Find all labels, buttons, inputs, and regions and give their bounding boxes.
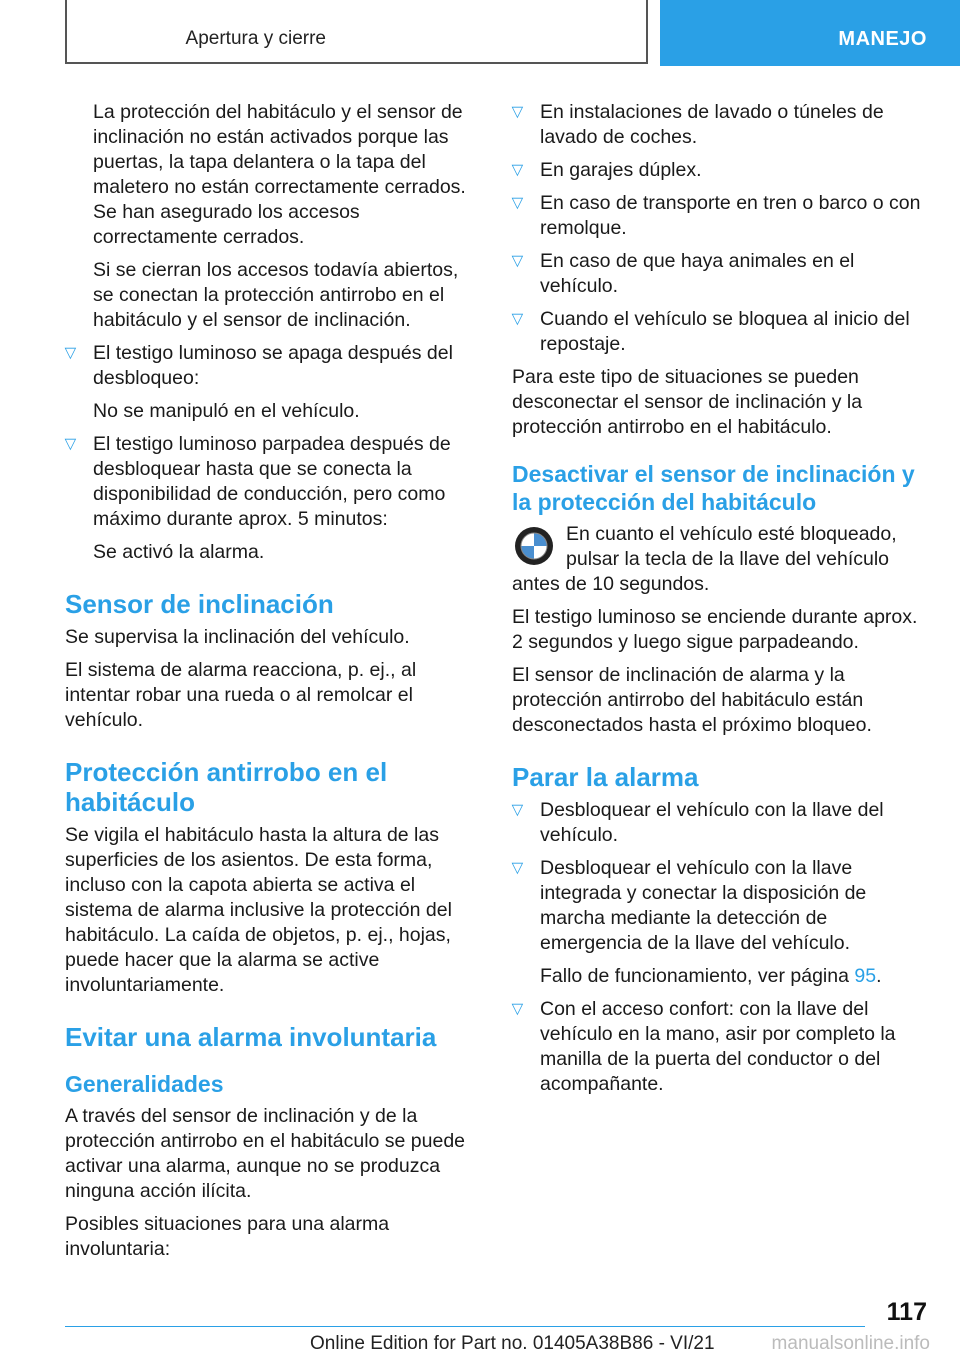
right-column: [512, 100, 930, 1105]
list-item: [512, 307, 930, 357]
left-column: [65, 100, 480, 1270]
list-item-text: Desbloquear el vehículo con la llave del vehículo.: [540, 799, 884, 846]
list-item: [65, 432, 480, 532]
bmw-logo-icon: [514, 526, 554, 566]
triangle-bullet-icon: [512, 100, 524, 125]
page-link[interactable]: 95: [854, 965, 877, 987]
list-item: [512, 798, 930, 848]
heading-evitar: Evitar una alarma involuntaria: [65, 1022, 437, 1052]
paragraph: El testigo luminoso se enciende durante aprox. 2 segundos y luego sigue parpadeando.: [512, 606, 918, 653]
triangle-bullet-icon: [65, 341, 77, 366]
triangle-bullet-icon: [512, 307, 524, 332]
triangle-bullet-icon: [512, 191, 524, 216]
footer-edition: Online Edition for Part no. 01405A38B86 - VI/21: [310, 1333, 715, 1354]
list-item: [512, 100, 930, 150]
paragraph: El sistema de alarma reacciona, p. ej., al intentar robar una rueda o al remolcar el vehículo.: [65, 659, 417, 731]
list-item-detail: No se manipuló en el vehículo.: [93, 400, 360, 422]
list-item: [512, 856, 930, 956]
list-item-text: Cuando el vehículo se bloquea al inicio del repostaje.: [540, 308, 910, 355]
list-item-text: Con el acceso confort: con la llave del vehículo en la mano, asir por completo la manilla de la puerta del conductor o del acompañante.: [540, 998, 896, 1095]
paragraph: El sensor de inclinación de alarma y la protección antirrobo del habitáculo están desconectados hasta el próximo bloqueo.: [512, 664, 872, 736]
header-box: [65, 0, 648, 64]
chapter-tab-label: MANEJO: [838, 28, 927, 50]
triangle-bullet-icon: [512, 249, 524, 274]
reference-text: Fallo de funcionamiento, ver página: [540, 965, 855, 987]
triangle-bullet-icon: [65, 432, 77, 457]
heading-proteccion: Protección antirrobo en el habitáculo: [65, 757, 388, 817]
paragraph: Para este tipo de situaciones se pueden desconectar el sensor de inclinación y la protección antirrobo en el habitáculo.: [512, 366, 863, 438]
triangle-bullet-icon: [512, 856, 524, 881]
list-item: [512, 249, 930, 299]
list-item-text: En caso de que haya animales en el vehículo.: [540, 250, 855, 297]
paragraph: A través del sensor de inclinación y de la protección antirrobo en el habitáculo se puede activar una alarma, aunque no se produzca ninguna acción ilícita.: [65, 1105, 466, 1202]
paragraph: La protección del habitáculo y el sensor de inclinación no están activados porque las puertas, la tapa delantera o la tapa del maletero no están correctamente cerrados. Se han asegurado los accesos correctamente cerrados.: [93, 101, 466, 248]
list-item: [65, 341, 480, 391]
reference-end: .: [876, 965, 882, 987]
icon-paragraph: [512, 522, 930, 597]
footer-divider: [65, 1326, 865, 1327]
list-item-text: Desbloquear el vehículo con la llave integrada y conectar la disposición de marcha mediante la detección de emergencia de la llave del vehículo.: [540, 857, 867, 954]
chapter-tab[interactable]: [660, 0, 960, 66]
list-item-detail: Se activó la alarma.: [93, 541, 265, 563]
triangle-bullet-icon: [512, 798, 524, 823]
paragraph: Si se cierran los accesos todavía abiertos, se conectan la protección antirrobo en el habitáculo y el sensor de inclinación.: [93, 259, 459, 331]
page-number: 117: [886, 1298, 927, 1326]
paragraph: Posibles situaciones para una alarma involuntaria:: [65, 1213, 390, 1260]
list-item: [512, 997, 930, 1097]
heading-generalidades: Generalidades: [65, 1071, 224, 1097]
heading-parar: Parar la alarma: [512, 762, 699, 792]
triangle-bullet-icon: [512, 997, 524, 1022]
heading-desactivar: Desactivar el sensor de inclinación y la protección del habitáculo: [512, 461, 915, 515]
triangle-bullet-icon: [512, 158, 524, 183]
list-item-text: El testigo luminoso parpadea después de desbloquear hasta que se conecta la disponibilidad de conducción, pero como máximo durante aprox. 5 minutos:: [93, 433, 451, 530]
paragraph: Se supervisa la inclinación del vehículo.: [65, 626, 410, 648]
paragraph: Se vigila el habitáculo hasta la altura de las superficies de los asientos. De esta forma, incluso con la capota abierta se activa el sistema de alarma inclusive la protección del habitáculo. La caída de objetos, p. ej., hojas, puede hacer que la alarma se active involuntariamente.: [65, 824, 452, 996]
list-item: [512, 158, 930, 183]
list-item-text: En garajes dúplex.: [540, 159, 702, 181]
list-item-text: El testigo luminoso se apaga después del desbloqueo:: [93, 342, 453, 389]
heading-sensor: Sensor de inclinación: [65, 589, 334, 619]
list-item-text: En instalaciones de lavado o túneles de lavado de coches.: [540, 101, 884, 148]
watermark: manualsonline.info: [771, 1333, 930, 1354]
icon-paragraph-text: En cuanto el vehículo esté bloqueado, pulsar la tecla de la llave del vehículo antes de 10 segundos.: [512, 523, 897, 595]
list-item-detail: [512, 964, 930, 989]
section-title: Apertura y cierre: [185, 28, 326, 49]
list-item-text: En caso de transporte en tren o barco o con remolque.: [540, 192, 921, 239]
list-item: [512, 191, 930, 241]
